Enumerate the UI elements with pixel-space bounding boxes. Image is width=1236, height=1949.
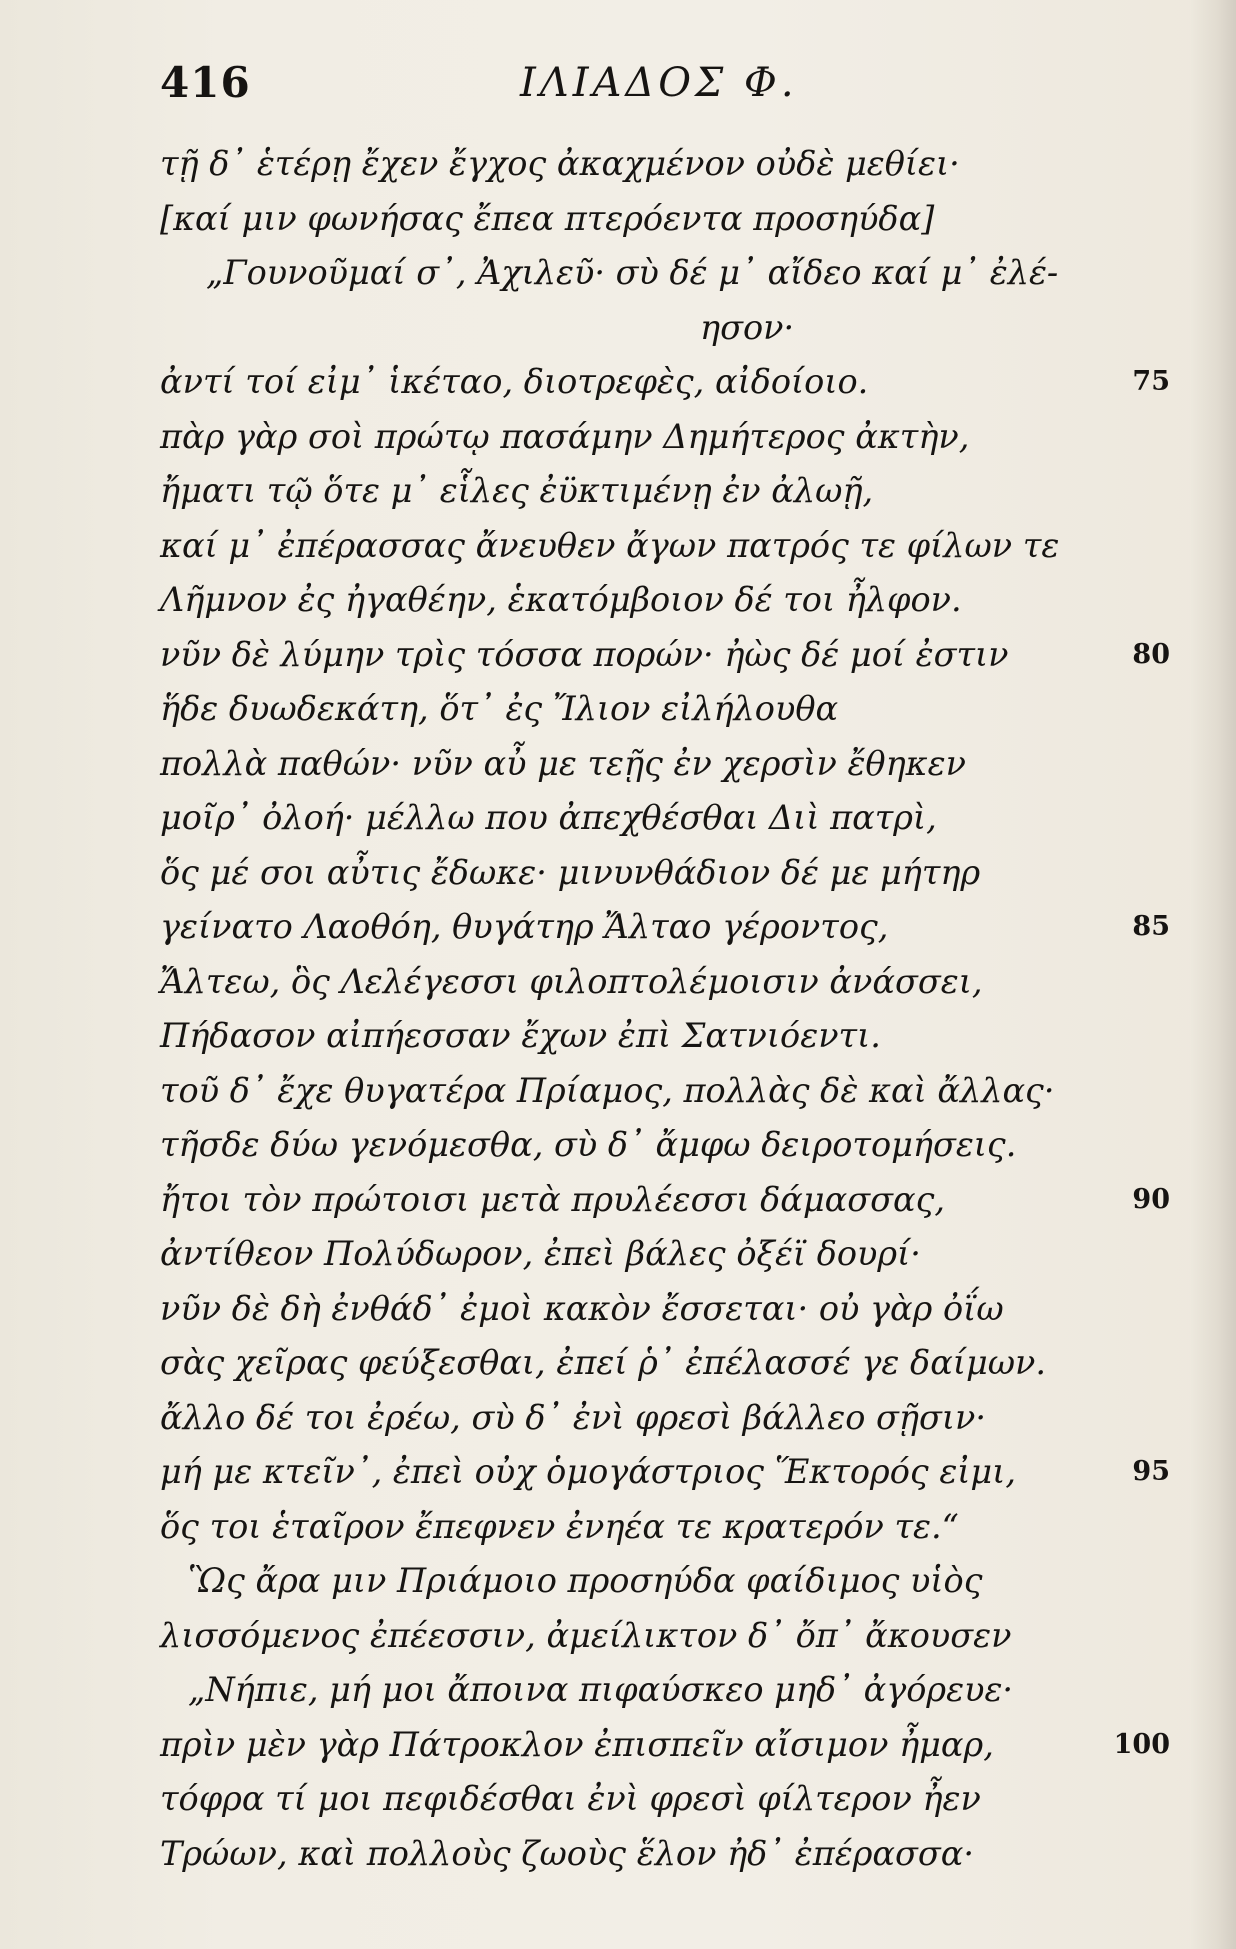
verse-text: ἤματι τῷ ὅτε μ᾽ εἷλες ἐϋκτιμένῃ ἐν ἀλωῇ, (160, 471, 874, 510)
verse-line (160, 1336, 1170, 1391)
verse-line (160, 846, 1170, 901)
verse-text: „Νήπιε, μή μοι ἄποινα πιφαύσκεο μηδ᾽ ἀγόρευε· (188, 1670, 1014, 1709)
verse-text: Τρώων, καὶ πολλοὺς ζωοὺς ἕλον ἠδ᾽ ἐπέρασσα· (160, 1833, 975, 1873)
verse-line (160, 410, 1170, 465)
verse-line (160, 464, 1170, 519)
verse-text: ὅς τοι ἑταῖρον ἔπεφνεν ἐνηέα τε κρατερόν τε.“ (160, 1506, 959, 1546)
verse-text: πρὶν μὲν γὰρ Πάτροκλον ἐπισπεῖν αἴσιμον ἦμαρ, (160, 1724, 994, 1764)
verse-line (160, 355, 1170, 410)
line-number: 80 (1132, 638, 1170, 670)
verse-line (160, 900, 1170, 955)
verse-line (160, 1173, 1170, 1228)
verse-line (160, 519, 1170, 574)
verse-line (160, 1500, 1170, 1555)
verse-text: ἀντίθεον Πολύδωρον, ἐπεὶ βάλες ὀξέϊ δουρί· (160, 1234, 921, 1273)
verse-text: τῇ δ᾽ ἑτέρῃ ἔχεν ἔγχος ἀκαχμένον οὐδὲ μεθίει· (160, 144, 960, 183)
verse-line (160, 137, 1170, 192)
verse-text: τοῦ δ᾽ ἔχε θυγατέρα Πρίαμος, πολλὰς δὲ καὶ ἄλλας· (160, 1070, 1055, 1110)
verse-text: πὰρ γὰρ σοὶ πρώτῳ πασάμην Δημήτερος ἀκτὴν, (160, 416, 970, 456)
verse-line (160, 1445, 1170, 1500)
line-number: 75 (1132, 366, 1170, 397)
verse-line (160, 1227, 1170, 1282)
page-header (0, 48, 1236, 118)
verse-text: νῦν δὲ λύμην τρὶς τόσσα πορών· ἠὼς δέ μοί ἐστιν (160, 634, 1009, 674)
verse-line (160, 737, 1170, 792)
verse-line (160, 1663, 1170, 1718)
verse-text: „Γουνοῦμαί σ᾽, Ἀχιλεῦ· σὺ δέ μ᾽ αἴδεο καί μ᾽ ἐλέ- (206, 253, 1059, 292)
line-number: 90 (1132, 1183, 1170, 1215)
verse-text: Πήδασον αἰπήεσσαν ἔχων ἐπὶ Σατνιόεντι. (160, 1016, 881, 1055)
verse-text: μή με κτεῖν᾽, ἐπεὶ οὐχ ὁμογάστριος Ἕκτορός εἰμι, (160, 1452, 1016, 1491)
verse-text: ἄλλο δέ τοι ἐρέω, σὺ δ᾽ ἐνὶ φρεσὶ βάλλεο σῇσιν· (160, 1397, 987, 1437)
running-title: ΙΛΙΑΔΟΣ Φ. (520, 60, 798, 106)
verse-text: Ἄλτεω, ὃς Λελέγεσσι φιλοπτολέμοισιν ἀνάσσει, (160, 961, 983, 1001)
verse-text: νῦν δὲ δὴ ἐνθάδ᾽ ἐμοὶ κακὸν ἔσσεται· οὐ γὰρ ὀΐω (160, 1288, 1004, 1328)
verse-text: ἤτοι τὸν πρώτοισι μετὰ πρυλέεσσι δάμασσας, (160, 1179, 946, 1219)
verse-block (160, 137, 1170, 1881)
verse-line (160, 246, 1170, 301)
verse-text: ἥδε δυωδεκάτη, ὅτ᾽ ἐς Ἴλιον εἰλήλουθα (160, 689, 839, 728)
verse-line (160, 1772, 1170, 1827)
verse-text: σὰς χεῖρας φεύξεσθαι, ἐπεί ῥ᾽ ἐπέλασσέ γε δαίμων. (160, 1343, 1047, 1382)
page-edge-shadow (1190, 0, 1236, 1949)
verse-text: ὅς μέ σοι αὖτις ἔδωκε· μινυνθάδιον δέ με μήτηρ (160, 852, 981, 892)
verse-line (160, 791, 1170, 846)
verse-text: καί μ᾽ ἐπέρασσας ἄνευθεν ἄγων πατρός τε φίλων τε (160, 525, 1060, 565)
verse-text: τόφρα τί μοι πεφιδέσθαι ἐνὶ φρεσὶ φίλτερον ἦεν (160, 1779, 981, 1818)
verse-text: γείνατο Λαοθόη, θυγάτηρ Ἄλταο γέροντος, (160, 907, 889, 946)
verse-line (160, 1118, 1170, 1173)
verse-text: [καί μιν φωνήσας ἔπεα πτερόεντα προσηύδα] (160, 198, 935, 238)
verse-line (160, 192, 1170, 247)
verse-text: πολλὰ παθών· νῦν αὖ με τεῇς ἐν χερσὶν ἔθηκεν (160, 743, 966, 783)
verse-line-continuation (160, 301, 1170, 356)
verse-text: Λῆμνον ἐς ἠγαθέην, ἑκατόμβοιον δέ τοι ἦλφον. (160, 580, 962, 619)
page-number: 416 (160, 58, 251, 107)
verse-line (160, 628, 1170, 683)
verse-line (160, 682, 1170, 737)
line-number: 95 (1132, 1456, 1170, 1487)
verse-text: μοῖρ᾽ ὀλοή· μέλλω που ἀπεχθέσθαι Διὶ πατρὶ, (160, 798, 937, 837)
verse-line (160, 1282, 1170, 1337)
verse-line (160, 1554, 1170, 1609)
verse-line (160, 1064, 1170, 1119)
verse-text: ησον· (700, 307, 795, 347)
verse-text: τῆσδε δύω γενόμεσθα, σὺ δ᾽ ἄμφω δειροτομήσεις. (160, 1125, 1017, 1164)
verse-line (160, 1609, 1170, 1664)
verse-line (160, 1827, 1170, 1882)
verse-line (160, 1391, 1170, 1446)
verse-text: ἀντί τοί εἰμ᾽ ἱκέταο, διοτρεφὲς, αἰδοίοιο. (160, 362, 869, 401)
verse-line (160, 955, 1170, 1010)
line-number: 85 (1132, 911, 1170, 942)
verse-line (160, 573, 1170, 628)
verse-line (160, 1718, 1170, 1773)
line-number: 100 (1113, 1728, 1170, 1760)
verse-text: λισσόμενος ἐπέεσσιν, ἀμείλικτον δ᾽ ὄπ᾽ ἄκουσεν (160, 1615, 1012, 1655)
verse-line (160, 1009, 1170, 1064)
verse-text: Ὣς ἄρα μιν Πριάμοιο προσηύδα φαίδιμος υἱὸς (188, 1561, 983, 1600)
